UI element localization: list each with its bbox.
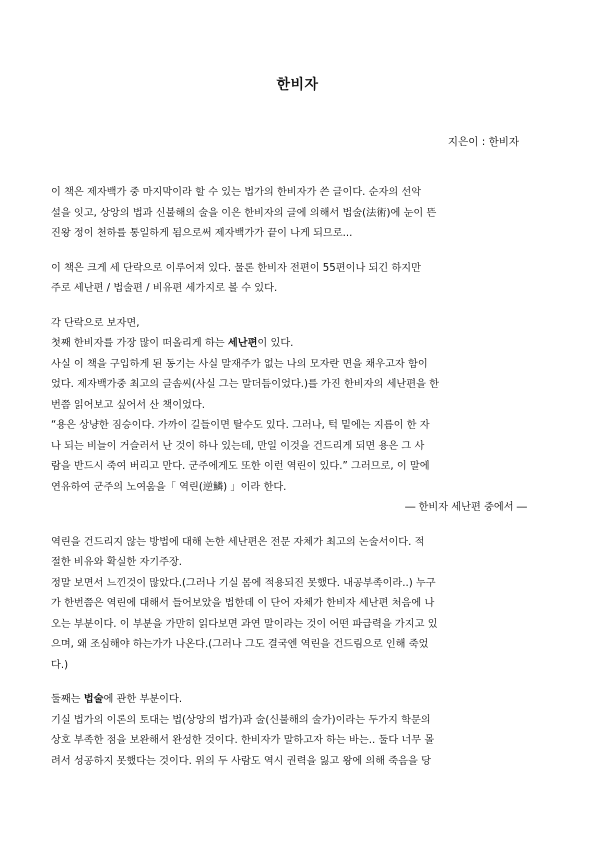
text-line: 가 한번쯤은 역린에 대해서 들어보았을 법한데 이 단어 자체가 한비자 세난편 처음에 나 (51, 598, 435, 609)
text-run: 첫째 한비자를 가장 많이 떠올리게 하는 (51, 338, 228, 349)
text-line: 번쯤 읽어보고 싶어서 산 책이었다. (51, 399, 205, 411)
text-line: 역린을 건드리지 않는 방법에 대해 논한 세난편은 전문 자체가 최고의 논술서이다. 적 (51, 536, 425, 548)
text-line: 사실 이 책을 구입하게 된 동기는 사실 말재주가 없는 나의 모자란 면을 채우고자 함이 (51, 358, 428, 370)
quote-line: 나 되는 비늘이 거슬러서 난 것이 하나 있는데, 만일 이것을 건드리게 되면 용은 그 사 (51, 440, 425, 452)
text-line: 주로 세난편 / 법술편 / 비유편 세가지로 볼 수 있다. (51, 283, 278, 294)
paragraph-intro (51, 183, 545, 245)
author-line: 지은이 : 한비자 (447, 136, 519, 148)
text-run: 둘째는 (51, 694, 84, 705)
highlight-seonan: 세난편 (227, 338, 258, 349)
text-line: 이 책은 크게 세 단락으로 이루어져 있다. 물론 한비자 전편이 55편이나 되긴 하지만 (51, 262, 421, 274)
paragraph-reflection (51, 533, 545, 677)
paragraph-seonan (51, 314, 545, 519)
quote-line: “용은 상냥한 짐승이다. 가까이 길들이면 탈수도 있다. 그러나, 턱 밑에는 지름이 한 자 (51, 420, 430, 431)
paragraph-structure (51, 259, 545, 300)
text-run: 이 있다. (257, 338, 294, 349)
text-line: 으며, 왜 조심해야 하는가가 나온다.(그러나 그도 결국엔 역린을 건드림으로 인해 죽었 (51, 639, 429, 650)
text-line (51, 690, 545, 711)
text-line: 다.) (51, 659, 69, 671)
document-body (51, 183, 545, 772)
text-line: 려서 성공하지 못했다는 것이다. 위의 두 사람도 역시 권력을 잃고 왕에 의해 죽음을 당 (51, 755, 431, 767)
paragraph-beopsul (51, 690, 545, 772)
text-line: 었다. 제자백가중 최고의 글솜씨(사실 그는 말더듬이었다.)를 가진 한비자의 세난편을 한 (51, 379, 440, 390)
page-title: 한비자 (276, 77, 319, 93)
quote-source: ― 한비자 세난편 중에서 ― (405, 502, 527, 513)
text-line: 정말 보면서 느낀것이 많았다.(그러나 기실 몸에 적용되진 못했다. 내공부족이라..) 누구 (51, 577, 436, 589)
text-line: 진왕 정이 천하를 통일하게 됨으로써 제자백가가 끝이 나게 되므로... (51, 228, 353, 239)
text-line: 오는 부분이다. 이 부분을 가만히 읽다보면 과연 말이라는 것이 어떤 파급력을 가지고 있 (51, 618, 438, 630)
text-line (51, 334, 545, 355)
quote-line: 연유하여 군주의 노여움을「 역린(逆鱗) 」이라 한다. (51, 481, 287, 493)
text-run: 에 관한 부분이다. (103, 694, 183, 705)
text-line: 상호 부족한 점을 보완해서 완성한 것이다. 한비자가 말하고자 하는 바는.. 둘다 너무 몰 (51, 735, 435, 746)
text-line: 설을 잇고, 상앙의 법과 신불해의 술을 이은 한비자의 글에 의해서 법술(法術)에 눈이 뜬 (51, 207, 437, 219)
text-line: 각 단락으로 보자면, (51, 317, 140, 329)
highlight-beopsul: 법술 (83, 694, 104, 705)
text-line: 절한 비유와 확실한 자기주장. (51, 557, 183, 568)
text-line: 이 책은 제자백가 중 마지막이라 할 수 있는 법가의 한비자가 쓴 글이다. 순자의 선악 (51, 187, 422, 198)
quote-line: 람을 반드시 죽여 버리고 만다. 군주에게도 또한 이런 역린이 있다.” 그러므로, 이 말에 (51, 461, 430, 472)
text-line: 기실 법가의 이론의 토대는 법(상앙의 법가)과 술(신불해의 술가)이라는 두가지 학문의 (51, 714, 431, 726)
